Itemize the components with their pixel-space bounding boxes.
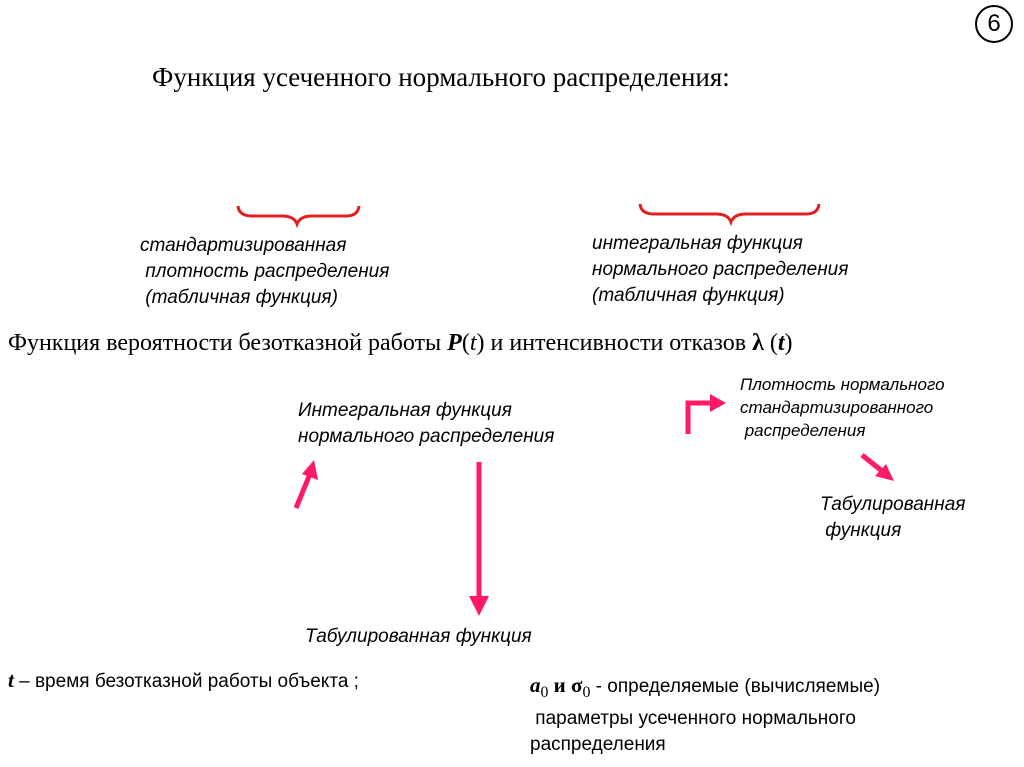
right-tabulated-line1: Табулированная [820, 494, 966, 515]
and-word: и [548, 673, 572, 697]
lambda-symbol: λ [752, 330, 764, 356]
params-line3: распределения [530, 733, 666, 755]
integral-caption-line1: Интегральная функция [298, 400, 512, 421]
params-line1-rest: - определяемые (вычисляемые) [590, 676, 881, 697]
params-line2: параметры усеченного нормального [530, 707, 856, 729]
integral-caption-line2: нормального распределения [298, 426, 555, 447]
brace-right-caption-line2: нормального распределения [592, 259, 849, 280]
a-symbol: a [530, 673, 541, 697]
brace-right-caption [592, 231, 848, 309]
density-caption-line3: распределения [740, 421, 866, 440]
density-caption-line2: стандартизированного [740, 398, 934, 417]
p-close: ) [476, 330, 485, 356]
lambda-close: ) [784, 330, 793, 356]
t-def-symbol: t [8, 668, 14, 692]
slide-number: 6 [975, 5, 1013, 43]
bottom-tabulated: Табулированная функция [305, 626, 532, 647]
brace-left-caption-line1: стандартизированная [140, 235, 347, 256]
lambda-open: ( [763, 330, 778, 356]
vertical-down-arrow [469, 462, 489, 616]
right-brace [640, 204, 819, 222]
brace-left-caption [140, 233, 389, 311]
integral-caption [298, 398, 554, 450]
brace-right-caption-line1: интегральная функция [592, 233, 803, 254]
heading2-prefix: Функция вероятности безотказной работы [8, 330, 448, 356]
p-open: ( [461, 330, 470, 356]
brace-left-caption-line3: (табличная функция) [140, 287, 338, 308]
t-symbol-2: t [777, 330, 785, 356]
brace-right-caption-line3: (табличная функция) [592, 285, 785, 306]
density-caption [740, 373, 945, 442]
sigma-symbol: σ [571, 673, 583, 697]
reliability-heading [8, 330, 793, 357]
bent-arrow [688, 394, 726, 434]
t-def-text: – время безотказной работы объекта ; [13, 671, 359, 692]
brace-left-caption-line2: плотность распределения [140, 261, 390, 282]
density-caption-line1: Плотность нормального [740, 375, 945, 394]
params-line1 [530, 672, 880, 706]
page-title: Функция усеченного нормального распределения: [152, 62, 730, 92]
p-symbol: P [447, 330, 462, 356]
diagonal-up-arrow [296, 460, 318, 508]
diagonal-down-arrow [862, 455, 894, 481]
a-subscript: 0 [540, 683, 549, 701]
t-definition [8, 667, 359, 695]
left-brace [238, 206, 359, 224]
t-symbol-1: t [469, 330, 477, 356]
right-tabulated-line2: функция [820, 520, 902, 541]
sigma-subscript: 0 [582, 683, 591, 701]
heading2-middle: и интенсивности отказов [484, 330, 753, 356]
right-tabulated [820, 492, 965, 544]
params-definition [530, 672, 880, 758]
